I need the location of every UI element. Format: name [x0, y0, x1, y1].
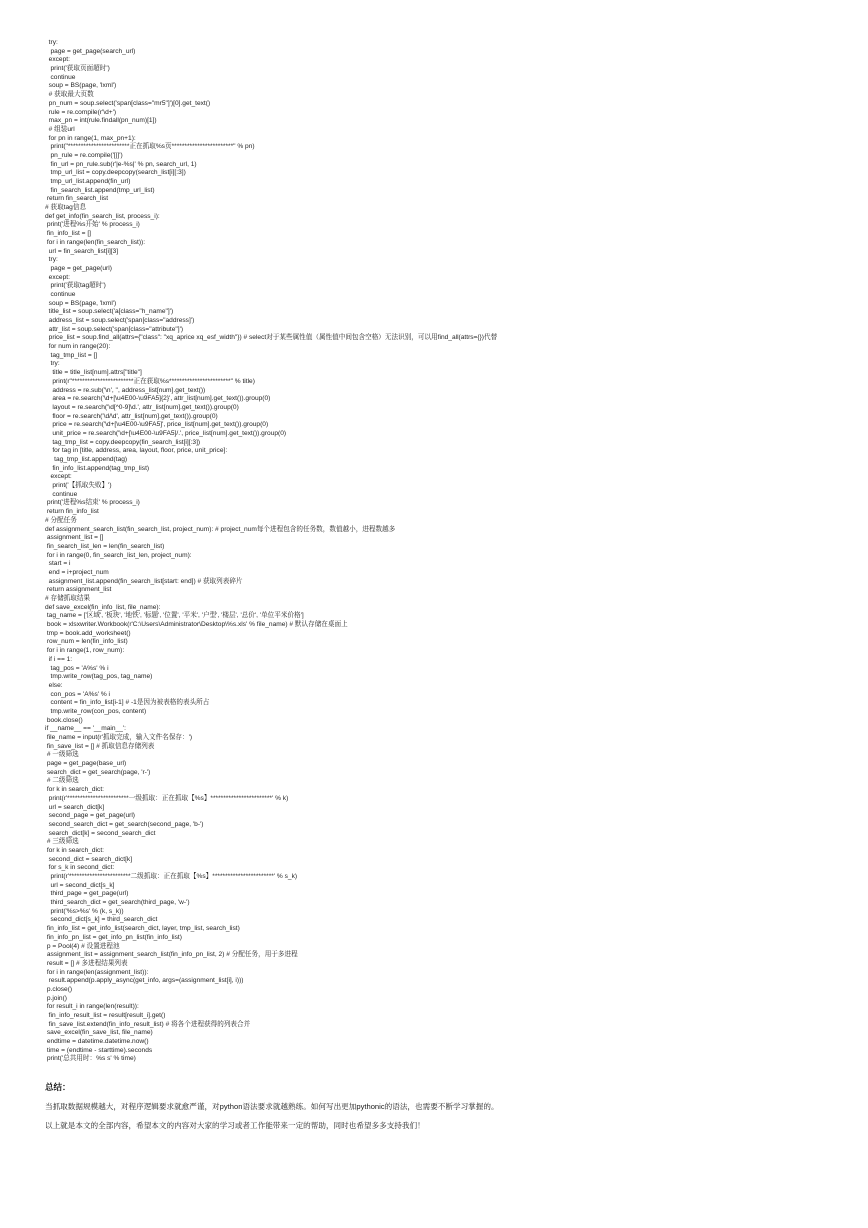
code-line: tag_tmp_list = copy.deepcopy(fin_search_list[i][:3]) [45, 438, 201, 446]
code-line: for result_i in range(len(result)): [45, 1003, 139, 1011]
code-line: second_dict = search_dict[k] [45, 855, 133, 863]
code-line: fin_save_list = [] # 抓取信息存储列表 [45, 742, 155, 750]
code-line: for i in range(len(assignment_list)): [45, 968, 149, 976]
code-line: end = i+project_num [45, 568, 109, 576]
code-line: result.append(p.apply_async(get_info, args=(assignment_list[i], i))) [45, 977, 244, 985]
code-line: book.close() [45, 716, 83, 724]
code-line: file_name = input(r'抓取完成，输入文件名保存：') [45, 734, 193, 741]
code-line: for k in search_dict: [45, 786, 105, 794]
code-line: print('进程%s开始' % process_i) [45, 221, 140, 229]
code-line: book = xlsxwriter.Workbook(r'C:\Users\Administrator\Desktop\%s.xls' % file_name) # 默认存储在桌面上 [45, 621, 348, 629]
code-line: print('【抓取失败】') [45, 482, 112, 490]
code-line: search_dict[k] = second_search_dict [45, 829, 156, 837]
code-line: print('进程%s结束' % process_i) [45, 499, 140, 507]
code-line: try: [45, 360, 60, 368]
code-line: fin_info_list.append(tag_tmp_list) [45, 464, 150, 472]
code-line: tmp.write_row(tag_pos, tag_name) [45, 673, 153, 681]
code-line: fin_url = pn_rule.sub(r'|e-%s|' % pn, search_url, 1) [45, 160, 197, 168]
code-line: search_dict = get_search(page, 'r-') [45, 768, 151, 776]
code-line: return assignment_list [45, 586, 112, 594]
code-line: tmp = book.add_worksheet() [45, 629, 131, 637]
code-line: save_excel(fin_save_list, file_name) [45, 1029, 153, 1037]
code-line: price_list = soup.find_all(attrs={"class": "xq_aprice xq_esf_width"}) # select对于某些属性值（属性值中间包含空格）无法识别，可以用find_all(attrs={})代替 [45, 334, 498, 342]
code-line: pn_num = soup.select('span[class="mr5"]')[0].get_text() [45, 99, 211, 107]
summary-paragraph: 当抓取数据规模越大，对程序逻辑要求就愈严谨，对python语法要求就越熟练。如何写出更加pythonic的语法，也需要不断学习掌握的。 [45, 1102, 499, 1111]
code-line: max_pn = int(rule.findall(pn_num)[1]) [45, 117, 157, 125]
code-line: for i in range(0, fin_search_list_len, project_num): [45, 551, 192, 559]
code-line: time = (endtime - starttime).seconds [45, 1046, 153, 1054]
code-line: return fin_search_list [45, 195, 109, 203]
code-line: for pn in range(1, max_pn+1): [45, 134, 136, 142]
code-line: unit_price = re.search('\d+[\u4E00-\u9FA5]/.', price_list[num].get_text()).group(0) [45, 429, 287, 437]
code-line: area = re.search('\d+[\u4E00-\u9FA5]{2}', attr_list[num].get_text()).group(0) [45, 395, 271, 403]
code-line: tmp_url_list = copy.deepcopy(search_list[i][:3]) [45, 169, 186, 177]
code-line: print('%s>%s' % (k, s_k)) [45, 907, 124, 915]
code-line: for s_k in second_dict: [45, 864, 115, 872]
code-line: p.close() [45, 985, 73, 993]
code-line: for i in range(1, row_num): [45, 647, 125, 655]
code-line: if __name__ == '__main__': [45, 725, 126, 733]
code-line: tag_tmp_list = [] [45, 351, 98, 359]
code-line: attr_list = soup.select('span[class="attribute"]') [45, 325, 184, 333]
code-line: page = get_page(base_url) [45, 760, 127, 768]
code-line: start = i [45, 560, 71, 568]
code-line: print('总共用时：%s s' % time) [45, 1055, 136, 1063]
code-line: for i in range(len(fin_search_list)): [45, 238, 146, 246]
code-line: fin_search_list_len = len(fin_search_list) [45, 542, 165, 550]
code-line: address = re.sub('\n', '', address_list[num].get_text()) [45, 386, 206, 394]
code-line: p = Pool(4) # 设置进程池 [45, 942, 120, 950]
code-line: if i == 1: [45, 655, 73, 663]
code-line: price = re.search('\d+[\u4E00-\u9FA5]', price_list[num].get_text()).group(0) [45, 421, 269, 429]
code-line: print("************************正在抓取%s页************************" % pn) [45, 143, 255, 151]
code-line: print('获取页面超时') [45, 65, 110, 73]
code-line: p.join() [45, 994, 67, 1002]
code-line: print(r'************************二级抓取：正在抓取【%s】************************' % s_k) [45, 873, 298, 880]
code-line: def save_excel(fin_info_list, file_name): [45, 603, 161, 611]
code-line: layout = re.search('\d[^0-9]\d.', attr_list[num].get_text()).group(0) [45, 403, 239, 411]
code-line: soup = BS(page, 'lxml') [45, 82, 117, 90]
code-line: fin_info_pn_list = get_info_pn_list(fin_info_list) [45, 933, 182, 941]
code-line: for k in search_dict: [45, 846, 105, 854]
code-line: tag_name = ['区域', '板块', '地铁', '标题', '位置', '平米', '户型', '楼层', '总价', '单位平米价格'] [45, 612, 304, 620]
code-line: third_search_dict = get_search(third_page, 'w-') [45, 899, 190, 907]
code-line: content = fin_info_list[i-1] # -1是因为被表格的表头所占 [45, 699, 210, 707]
code-line: print('获取tag超时') [45, 282, 106, 290]
code-line: second_dict[s_k] = third_search_dict [45, 916, 158, 924]
code-line: for tag in [title, address, area, layout, floor, price, unit_price]: [45, 447, 228, 455]
code-line: endtime = datetime.datetime.now() [45, 1038, 149, 1046]
code-line: print(r'************************一级抓取：正在抓取【%s】************************' % k) [45, 794, 289, 802]
code-line: row_num = len(fin_info_list) [45, 638, 128, 646]
code-line: con_pos = 'A%s' % i [45, 690, 111, 698]
summary-heading: 总结： [45, 1082, 71, 1092]
code-line: fin_info_list = [] [45, 230, 91, 238]
code-line: assignment_list = [] [45, 534, 104, 542]
code-line: pn_rule = re.compile('[|]') [45, 151, 123, 159]
code-line: second_page = get_page(url) [45, 812, 135, 820]
code-line: continue [45, 73, 76, 81]
code-line: assignment_list.append(fin_search_list[start: end]) # 获取列表碎片 [45, 577, 243, 585]
code-line: except: [45, 273, 70, 281]
code-line: title_list = soup.select('a[class="h_name"]') [45, 308, 174, 316]
code-line: # 分配任务 [45, 516, 77, 524]
code-line: # 存储抓取结果 [45, 595, 91, 602]
code-line: url = search_dict[k] [45, 803, 105, 811]
code-block [45, 39, 845, 1064]
code-line: # 三级筛选 [45, 838, 79, 846]
code-line: continue [45, 290, 76, 298]
code-line: for num in range(20): [45, 343, 111, 351]
code-line: page = get_page(url) [45, 264, 112, 272]
code-line: page = get_page(search_url) [45, 47, 136, 55]
code-line: tmp.write_row(con_pos, content) [45, 707, 147, 715]
code-line: tag_pos = 'A%s' % i [45, 664, 109, 672]
closing-paragraph: 以上就是本文的全部内容，希望本文的内容对大家的学习或者工作能带来一定的帮助，同时也希望多多支持我们！ [45, 1121, 425, 1130]
code-line: third_page = get_page(url) [45, 890, 129, 898]
code-line: try: [45, 256, 58, 264]
code-line: def get_info(fin_search_list, process_i): [45, 212, 160, 220]
code-line: result = [] # 多进程结果列表 [45, 959, 128, 967]
code-line: fin_search_list.append(tmp_url_list) [45, 186, 155, 194]
code-line: return fin_info_list [45, 508, 99, 516]
code-line: continue [45, 490, 78, 498]
code-line: # 组装url [45, 125, 75, 133]
code-line: fin_save_list.extend(fin_info_result_list) # 将各个进程获得的列表合并 [45, 1020, 251, 1028]
code-line: try: [45, 39, 58, 46]
code-line: tag_tmp_list.append(tag) [45, 456, 128, 463]
code-line: title = title_list[num].attrs["title"] [45, 369, 142, 377]
code-line: # 一级筛选 [45, 751, 79, 759]
code-line: url = second_dict[s_k] [45, 881, 115, 889]
code-line: def assignment_search_list(fin_search_list, project_num): # project_num每个进程包含的任务数，数值越小，进程数越多 [45, 525, 396, 533]
code-line: tmp_url_list.append(fin_url) [45, 178, 131, 185]
code-line: rule = re.compile(r'\d+') [45, 108, 117, 116]
code-line: print(r"************************正在获取%s************************" % title) [45, 377, 255, 385]
code-line: # 获取tag信息 [45, 204, 87, 212]
code-line: fin_info_result_list = result[result_i].get() [45, 1012, 166, 1019]
code-line: second_search_dict = get_search(second_page, 'b-') [45, 820, 204, 828]
code-line: floor = re.search('\d/\d', attr_list[num].get_text()).group(0) [45, 412, 218, 420]
code-line: address_list = soup.select('span[class="address]') [45, 317, 195, 324]
code-line: soup = BS(page, 'lxml') [45, 299, 117, 307]
code-line: url = fin_search_list[i][3] [45, 247, 119, 255]
code-line: fin_info_list = get_info_list(search_dict, layer, tmp_list, search_list) [45, 925, 240, 933]
code-line: else: [45, 681, 63, 689]
code-line: except: [45, 56, 70, 64]
code-line: assignment_list = assignment_search_list(fin_info_pn_list, 2) # 分配任务，用于多进程 [45, 951, 298, 959]
code-line: # 二级筛选 [45, 777, 79, 785]
code-line: except: [45, 473, 72, 481]
code-line: # 获取最大页数 [45, 91, 94, 99]
